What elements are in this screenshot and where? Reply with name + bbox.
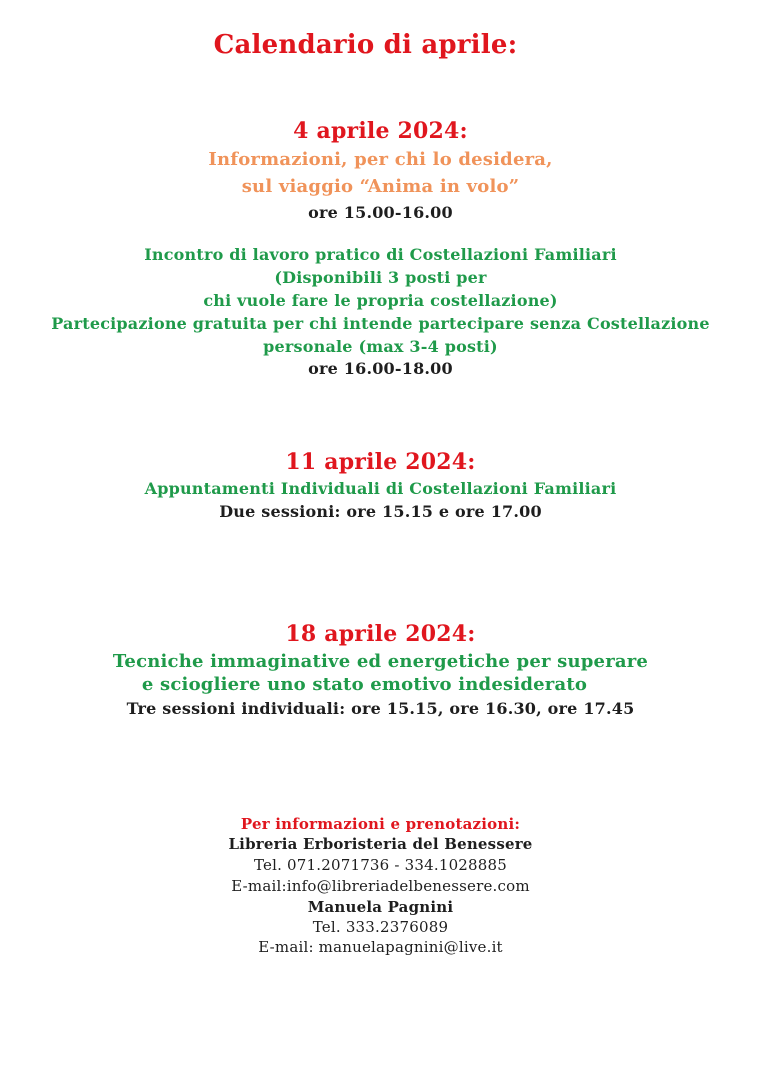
event-description: e sciogliere uno stato emotivo indesiderato (141, 674, 588, 695)
event-workshop-line: (Disponibili 3 posti per (274, 268, 487, 287)
event-description: Appuntamenti Individuali di Costellazioni Familiari (144, 479, 617, 498)
person-email: E-mail: manuelapagnini@live.it (258, 938, 503, 956)
shop-email: E-mail:info@libreriadelbenessere.com (231, 877, 530, 895)
person-name: Manuela Pagnini (307, 898, 454, 916)
event-time: ore 16.00-18.00 (308, 359, 453, 378)
event-time: Tre sessioni individuali: ore 15.15, ore 16.30, ore 17.45 (126, 699, 635, 718)
person-phone: Tel. 333.2376089 (312, 918, 449, 936)
event-workshop-line: Incontro di lavoro pratico di Costellazioni Familiari (144, 245, 617, 264)
event-workshop-line: Partecipazione gratuita per chi intende partecipare senza Costellazione (51, 314, 710, 333)
page-title: Calendario di aprile: (213, 30, 518, 60)
event-date: 4 aprile 2024: (293, 118, 468, 144)
event-date: 18 aprile 2024: (285, 621, 476, 647)
event-date: 11 aprile 2024: (285, 449, 476, 475)
contact-heading: Per informazioni e prenotazioni: (240, 815, 521, 833)
event-description: Tecniche immaginative ed energetiche per superare (112, 651, 649, 672)
event-workshop-line: personale (max 3-4 posti) (263, 337, 498, 356)
event-info-line: Informazioni, per chi lo desidera, (208, 149, 553, 170)
event-workshop-line: chi vuole fare le propria costellazione) (203, 291, 558, 310)
shop-name: Libreria Erboristeria del Benessere (228, 835, 533, 853)
shop-phone: Tel. 071.2071736 - 334.1028885 (253, 856, 508, 874)
event-info-line: sul viaggio “Anima in volo” (241, 176, 520, 197)
event-time: ore 15.00-16.00 (308, 203, 453, 222)
event-time: Due sessioni: ore 15.15 e ore 17.00 (219, 502, 542, 521)
